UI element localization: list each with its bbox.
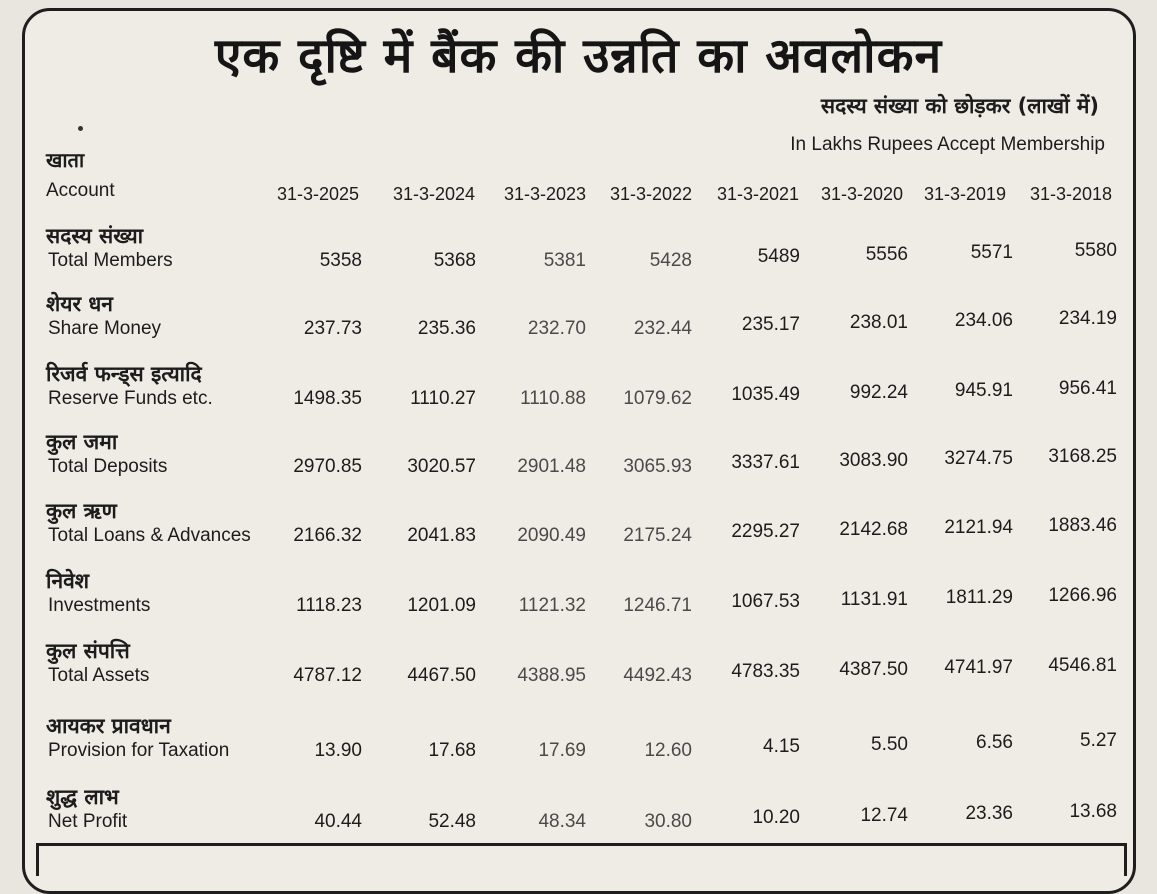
table-cell: 4783.35	[731, 661, 800, 682]
table-cell: 1498.35	[293, 388, 362, 409]
row-label-hindi: कुल ऋण	[46, 499, 117, 523]
table-cell: 3274.75	[944, 448, 1013, 469]
year-header: 31-3-2024	[392, 184, 476, 204]
year-header: 31-3-2021	[716, 184, 800, 204]
table-cell: 237.73	[303, 318, 362, 339]
table-cell: 48.34	[538, 811, 586, 832]
row-label-english: Reserve Funds etc.	[48, 388, 213, 409]
year-header: 31-3-2018	[1029, 184, 1113, 204]
table-cell: 52.48	[428, 811, 476, 832]
table-cell: 5368	[433, 250, 476, 271]
table-cell: 2041.83	[407, 525, 476, 546]
units-note-hindi: सदस्य संख्या को छोड़कर (लाखों में)	[820, 94, 1099, 118]
year-header: 31-3-2025	[276, 184, 360, 204]
table-cell: 2295.27	[731, 521, 800, 542]
table-cell: 232.44	[633, 318, 692, 339]
row-label-english: Total Members	[48, 250, 173, 271]
row-label-hindi: शुद्ध लाभ	[46, 785, 119, 809]
table-cell: 4388.95	[517, 665, 586, 686]
table-cell: 1266.96	[1048, 585, 1117, 606]
table-cell: 1118.23	[296, 595, 362, 616]
table-cell: 4387.50	[839, 659, 908, 680]
account-header-hindi: खाता	[46, 148, 85, 172]
table-cell: 40.44	[314, 811, 362, 832]
table-cell: 1246.71	[623, 595, 692, 616]
row-label-hindi: कुल संपत्ति	[46, 639, 130, 663]
table-cell: 3168.25	[1048, 446, 1117, 467]
table-cell: 5.50	[871, 734, 908, 755]
table-cell: 1883.46	[1048, 515, 1117, 536]
table-cell: 235.17	[741, 314, 800, 335]
table-cell: 17.69	[538, 740, 586, 761]
table-cell: 2901.48	[517, 456, 586, 477]
table-cell: 4.15	[763, 736, 800, 757]
table-cell: 2121.94	[944, 517, 1013, 538]
table-cell: 5358	[319, 250, 362, 271]
table-cell: 945.91	[954, 380, 1013, 401]
table-cell: 5.27	[1080, 730, 1117, 751]
table-cell: 234.19	[1058, 308, 1117, 329]
row-label-hindi: निवेश	[46, 569, 90, 593]
row-label-english: Net Profit	[48, 811, 128, 832]
table-cell: 5381	[543, 250, 586, 271]
year-header: 31-3-2020	[820, 184, 904, 204]
table-cell: 3065.93	[623, 456, 692, 477]
table-cell: 30.80	[644, 811, 692, 832]
year-header: 31-3-2023	[503, 184, 587, 204]
row-label-hindi: आयकर प्रावधान	[46, 714, 171, 738]
table-cell: 238.01	[849, 312, 908, 333]
table-cell: 1811.29	[945, 587, 1013, 608]
table-cell: 1035.49	[731, 384, 800, 405]
table-cell: 5556	[865, 244, 908, 265]
table-cell: 6.56	[976, 732, 1013, 753]
table-cell: 956.41	[1058, 378, 1117, 399]
row-label-english: Share Money	[48, 318, 162, 339]
account-header-english: Account	[46, 180, 115, 201]
table-cell: 1079.62	[623, 388, 692, 409]
table-cell: 4467.50	[407, 665, 476, 686]
table-cell: 4492.43	[623, 665, 692, 686]
row-label-english: Total Assets	[48, 665, 150, 686]
year-header: 31-3-2022	[609, 184, 693, 204]
table-cell: 2090.49	[517, 525, 586, 546]
table-cell: 1201.09	[407, 595, 476, 616]
table-cell: 5489	[757, 246, 800, 267]
table-cell: 5580	[1074, 240, 1117, 261]
table-cell: 4787.12	[293, 665, 362, 686]
table-cell: 1131.91	[840, 589, 908, 610]
row-label-english: Total Loans & Advances	[48, 525, 251, 546]
row-label-hindi: शेयर धन	[46, 292, 113, 316]
table-cell: 12.74	[860, 805, 908, 826]
table-cell: 1110.27	[410, 388, 476, 409]
table-cell: 17.68	[428, 740, 476, 761]
bottom-box-border	[36, 843, 1127, 876]
table-cell: 1067.53	[731, 591, 800, 612]
row-label-hindi: सदस्य संख्या	[46, 224, 144, 248]
table-cell: 234.06	[954, 310, 1013, 331]
table-cell: 13.90	[314, 740, 362, 761]
page-title: एक दृष्टि में बैंक की उन्नति का अवलोकन	[214, 28, 943, 84]
table-cell: 1110.88	[520, 388, 586, 409]
row-label-english: Investments	[48, 595, 151, 616]
table-cell: 2166.32	[293, 525, 362, 546]
table-cell: 3020.57	[407, 456, 476, 477]
table-cell: 4546.81	[1048, 655, 1117, 676]
table-cell: 13.68	[1069, 801, 1117, 822]
units-note-english: In Lakhs Rupees Accept Membership	[790, 134, 1105, 155]
table-cell: 23.36	[965, 803, 1013, 824]
table-cell: 5428	[649, 250, 692, 271]
table-cell: 2142.68	[839, 519, 908, 540]
speck-mark	[78, 126, 83, 131]
table-cell: 235.36	[417, 318, 476, 339]
row-label-english: Total Deposits	[48, 456, 168, 477]
table-cell: 12.60	[644, 740, 692, 761]
row-label-hindi: रिजर्व फन्ड्स इत्यादि	[46, 362, 202, 386]
table-cell: 992.24	[849, 382, 908, 403]
table-cell: 2175.24	[623, 525, 692, 546]
table-cell: 3083.90	[839, 450, 908, 471]
table-cell: 2970.85	[293, 456, 362, 477]
table-cell: 3337.61	[731, 452, 800, 473]
row-label-hindi: कुल जमा	[46, 430, 118, 454]
table-cell: 4741.97	[944, 657, 1013, 678]
table-cell: 5571	[970, 242, 1013, 263]
table-cell: 232.70	[527, 318, 586, 339]
table-cell: 10.20	[752, 807, 800, 828]
row-label-english: Provision for Taxation	[48, 740, 230, 761]
year-header: 31-3-2019	[923, 184, 1007, 204]
table-cell: 1121.32	[518, 595, 586, 616]
